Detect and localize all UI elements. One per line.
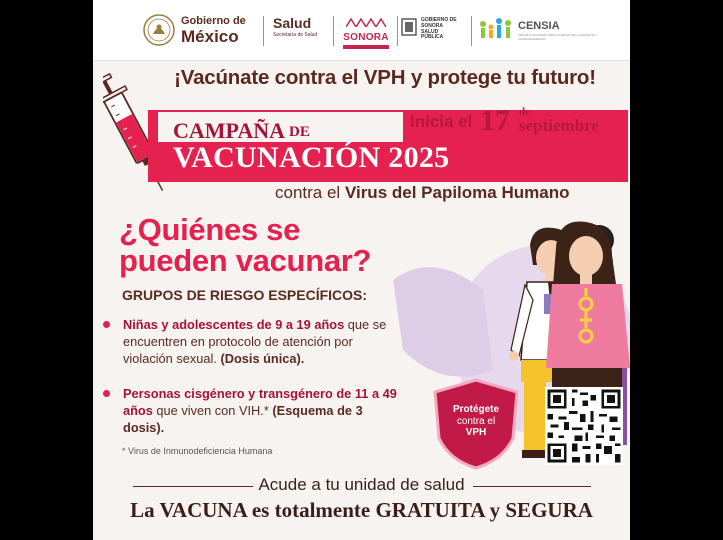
shield-text: [433, 404, 519, 439]
salud-logo: [273, 16, 317, 38]
divider: [333, 16, 334, 46]
sonora-shield-icon: [401, 18, 417, 36]
who-line1: ¿Quiénes se: [119, 212, 301, 247]
virus-prefix: contra el: [275, 183, 345, 202]
censia-subtitle: CENTRO NACIONAL PARA LA SALUD DE LA INFANCIA Y LA ADOLESCENCIA: [518, 33, 598, 41]
censia-word: CENSIA: [518, 20, 560, 32]
campaign-line2: VACUNACIÓN 2025: [173, 141, 450, 174]
censia-family-icon: [478, 16, 516, 42]
sonora-logo: [341, 14, 391, 49]
bullet-highlight: Niñas y adolescentes de 9 a 19 años: [123, 317, 345, 332]
gobierno-mexico-logo: [181, 16, 246, 45]
list-item-text: [123, 385, 403, 436]
free-vaccine-line: La VACUNA es totalmente GRATUITA y SEGURA: [130, 498, 593, 522]
salud-publica-text: GOBIERNO DE SONORA SALUD PÚBLICA: [421, 17, 457, 41]
start-day: 17: [480, 104, 510, 137]
who-line2: pueden vacunar?: [119, 243, 372, 278]
campaign-de: DE: [289, 124, 310, 140]
logo-header: [93, 0, 630, 61]
sonora-word: SONORA: [343, 32, 389, 43]
footnote: * Virus de Inmunodeficiencia Humana: [122, 446, 273, 456]
groups-title: GRUPOS DE RIESGO ESPECÍFICOS:: [122, 287, 368, 303]
virus-name: Virus del Papiloma Humano: [344, 183, 570, 202]
shield-line2: contra el: [456, 415, 496, 427]
campaign-poster: [93, 0, 630, 540]
start-de: de: [519, 106, 530, 118]
acude-line: Acude a tu unidad de salud: [258, 475, 465, 494]
list-item-text: [123, 316, 403, 367]
censia-logo: [478, 16, 598, 47]
shield-line1: Protégete: [452, 404, 500, 415]
divider: [471, 16, 472, 46]
salud-title: Salud: [273, 15, 312, 31]
campaign-word: CAMPAÑA: [173, 118, 286, 143]
gobierno-line1: Gobierno de: [181, 15, 246, 27]
virus-line: [275, 183, 569, 203]
qr-code[interactable]: [545, 387, 623, 465]
bullet-dot: [103, 390, 110, 397]
list-item: [103, 385, 403, 436]
bullet-bold: (Esquema de 3 dosis).: [123, 403, 363, 436]
slogan: ¡Vacúnate contra el VPH y protege tu futuro!: [174, 66, 596, 89]
bullet-dot: [103, 321, 110, 328]
start-prefix: Inicia el: [410, 112, 473, 131]
bullet-bold: (Dosis única).: [220, 351, 305, 367]
start-date: [405, 104, 620, 140]
bullet-highlight: Personas cisgénero y transgénero de 11 a 49 años: [123, 386, 397, 419]
sonora-underline: [343, 45, 389, 49]
salud-subtitle: Secretaría de Salud: [273, 32, 318, 38]
divider: [397, 16, 398, 46]
sonora-pattern-icon: [346, 17, 386, 27]
start-month: septiembre: [519, 116, 599, 135]
mexico-seal-icon: [143, 14, 175, 46]
shield-line3: VPH: [465, 427, 487, 438]
list-item: [103, 316, 403, 367]
divider: [263, 16, 264, 46]
gobierno-line2: México: [181, 27, 239, 46]
person-right: [538, 218, 630, 388]
who-heading: [119, 214, 399, 276]
bullet-rest: que se encuentren en protocolo de atención por violación sexual.: [123, 317, 387, 367]
salud-publica-logo: [401, 17, 457, 41]
bullet-rest: que viven con VIH.*: [152, 403, 273, 419]
